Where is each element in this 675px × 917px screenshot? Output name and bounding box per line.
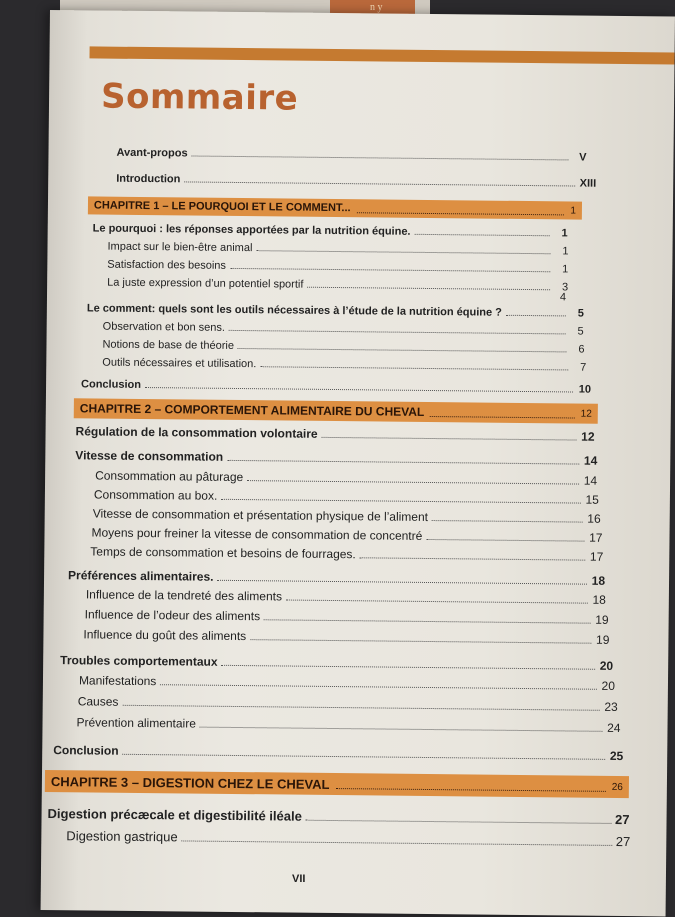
toc-entry-conclusion-1[interactable]: Conclusion 10	[81, 378, 592, 396]
toc-entry-introduction[interactable]: Introduction XIII	[116, 172, 597, 190]
toc-entry-page-4[interactable]: 4	[559, 291, 567, 304]
toc-entry-observation[interactable]: Observation et bon sens. 5	[102, 320, 584, 338]
toc-entry-expression[interactable]: La juste expression d’un potentiel sportif 3	[107, 276, 569, 294]
toc-entry-outils[interactable]: Outils nécessaires et utilisation. 7	[102, 356, 587, 374]
toc-entry-odeur[interactable]: Influence de l’odeur des aliments 19	[84, 607, 609, 627]
page-number: VII	[292, 873, 306, 885]
toc-entry-presentation[interactable]: Vitesse de consommation et présentation physique de l’aliment 16	[92, 506, 601, 526]
toc-entry-pourquoi[interactable]: Le pourquoi : les réponses apportées par la nutrition équine. 1	[92, 222, 568, 240]
toc-entry-causes[interactable]: Causes 23	[77, 694, 618, 714]
toc-entry-preferences[interactable]: Préférences alimentaires. 18	[68, 568, 606, 588]
toc-entry-conclusion-2[interactable]: Conclusion 25	[53, 743, 624, 764]
toc-entry-comment[interactable]: Le comment: quels sont les outils nécessaires à l’étude de la nutrition équine ? 5	[86, 302, 584, 320]
toc-entry-paturage[interactable]: Consommation au pâturage 14	[95, 468, 598, 488]
toc-entry-impact[interactable]: Impact sur le bien-être animal 1	[107, 240, 569, 258]
header-rule	[89, 46, 674, 64]
chapter-3-banner[interactable]: CHAPITRE 3 – DIGESTION CHEZ LE CHEVAL 26	[45, 770, 629, 798]
toc-entry-troubles[interactable]: Troubles comportementaux 20	[60, 653, 614, 673]
toc-entry-freiner[interactable]: Moyens pour freiner la vitesse de consommation de concentré 17	[91, 525, 603, 545]
background-book-text: n y	[370, 2, 383, 13]
toc-entry-regulation[interactable]: Régulation de la consommation volontaire 12	[75, 424, 595, 444]
toc-entry-manifestations[interactable]: Manifestations 20	[78, 673, 616, 693]
toc-entry-vitesse[interactable]: Vitesse de consommation 14	[75, 448, 598, 468]
chapter-1-banner[interactable]: CHAPITRE 1 – LE POURQUOI ET LE COMMENT... 1	[88, 196, 582, 219]
toc-entry-box[interactable]: Consommation au box. 15	[93, 487, 599, 507]
book-page	[41, 10, 675, 916]
chapter-2-banner[interactable]: CHAPITRE 2 – COMPORTEMENT ALIMENTAIRE DU CHEVAL 12	[74, 398, 598, 423]
toc-entry-prevention[interactable]: Prévention alimentaire 24	[76, 715, 621, 736]
toc-entry-gout[interactable]: Influence du goût des aliments 19	[83, 627, 610, 647]
page-title: Sommaire	[100, 76, 299, 119]
toc-entry-digestion-precaecale[interactable]: Digestion précæcale et digestibilité iléale 27	[47, 806, 630, 828]
toc-entry-tendrete[interactable]: Influence de la tendreté des aliments 18	[85, 587, 606, 607]
toc-entry-notions[interactable]: Notions de base de théorie 6	[102, 338, 585, 356]
toc-entry-fourrages[interactable]: Temps de consommation et besoins de fourrages. 17	[90, 544, 604, 564]
toc-entry-satisfaction[interactable]: Satisfaction des besoins 1	[107, 258, 569, 276]
toc-entry-avant-propos[interactable]: Avant-propos V	[116, 146, 587, 164]
toc-entry-digestion-gastrique[interactable]: Digestion gastrique 27	[66, 828, 631, 850]
